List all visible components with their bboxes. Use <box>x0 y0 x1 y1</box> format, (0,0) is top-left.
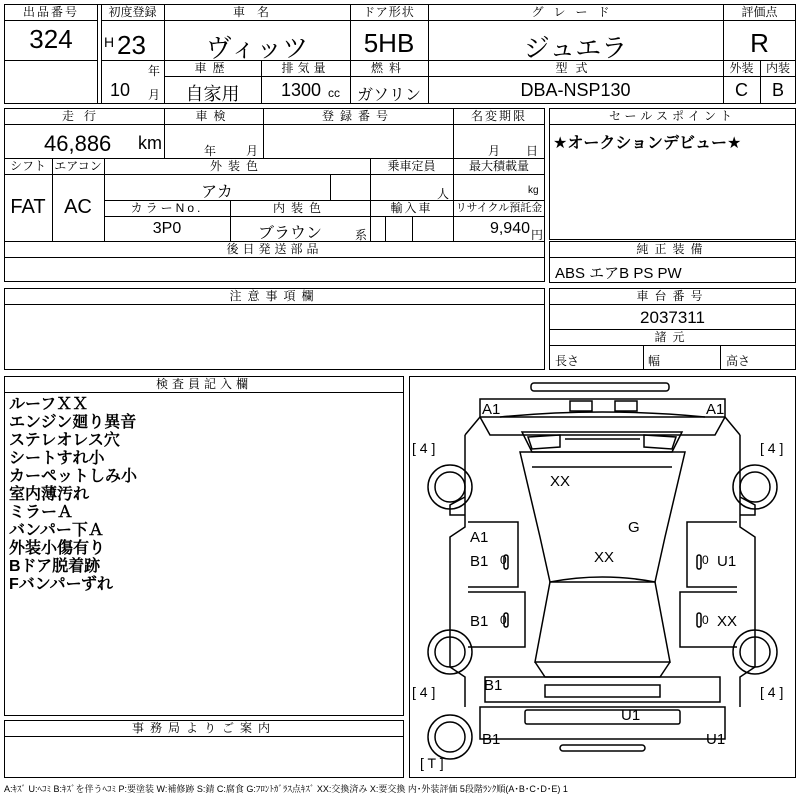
inspector-note: エンジン廻り異音 <box>9 414 137 431</box>
car-diagram <box>409 376 796 778</box>
shift: FAT <box>10 196 46 218</box>
inspection-year-unit: 年 <box>204 144 217 158</box>
shift-label: シフト <box>9 159 46 173</box>
dims-label: 諸元 <box>654 330 691 344</box>
ac-label: エアコン <box>54 159 102 173</box>
sales-point-block <box>549 108 796 240</box>
fuel: ガソリン <box>356 87 421 104</box>
int-color-unit: 系 <box>355 228 368 242</box>
import-label: 輸入車 <box>390 201 433 215</box>
name-change-day-unit: 日 <box>526 144 539 158</box>
mileage-unit: km <box>138 133 162 153</box>
exterior-grade: C <box>735 80 748 100</box>
capacity-unit: 人 <box>437 187 450 201</box>
label-rear-bumper-right: U1 <box>706 731 726 748</box>
label-left-rear-door: B1 <box>470 613 489 630</box>
lot-number: 324 <box>29 24 73 54</box>
grade-label: グレード <box>531 5 620 19</box>
inspection-label: 車検 <box>195 109 232 123</box>
load-unit: kg <box>528 185 539 196</box>
inspector-note: カーペットしみ小 <box>9 468 138 485</box>
lot-label: 出品番号 <box>22 5 79 19</box>
ac: AC <box>64 196 92 218</box>
caution-label: 注意事項欄 <box>229 289 320 303</box>
label-tire-left-front: [ 4 ] <box>412 440 436 456</box>
label-right-rear-door: XX <box>717 613 738 630</box>
label-tire-left-rear: [ 4 ] <box>412 684 436 700</box>
grade: ジュエラ <box>523 33 628 63</box>
recycle-unit: 円 <box>531 228 544 242</box>
label-left-front-door: A1 <box>470 529 489 546</box>
height-label: 高さ <box>726 354 751 368</box>
recycle: 9,940 <box>489 220 530 237</box>
color-label: 外装色 <box>209 159 264 173</box>
equipment: ABS エアB PS PW <box>555 265 682 282</box>
first-reg-year-unit: 年 <box>148 64 161 78</box>
exterior-label: 外装 <box>729 61 754 75</box>
equipment-label: 純正装備 <box>636 242 709 256</box>
displacement-label: 排気量 <box>281 61 330 75</box>
displacement: 1300 <box>280 80 322 100</box>
label-front-right: A1 <box>706 401 725 418</box>
capacity-label: 乗車定員 <box>387 159 436 173</box>
interior-grade: B <box>771 80 784 100</box>
chassis-label: 車台番号 <box>636 289 709 303</box>
name-change-label: 名変期限 <box>470 109 527 123</box>
label-rear-center: U1 <box>621 707 641 724</box>
int-color-label: 内装色 <box>272 201 327 215</box>
label-trunk: [ T ] <box>420 755 444 771</box>
inspector-note: シートすれ小 <box>9 450 105 467</box>
office-label: 事務局よりご案内 <box>131 721 276 735</box>
color-no: 3P0 <box>152 220 182 237</box>
inspector-note: ミラーＡ <box>9 504 74 521</box>
color: アカ <box>201 184 233 201</box>
legend: A:ｷｽﾞ U:ﾍｺﾐ B:ｷｽﾞを伴うﾍｺﾐ P:要塗装 W:補修跡 S:錆 C:腐食 G:ﾌﾛﾝﾄｶﾞﾗｽ点ｷｽﾞ XX:交換済み X:要交換 内･外装評価 5段階ﾗﾝｸ順(A･B･C･D･E) 1 <box>4 784 568 794</box>
label-zero: 0 <box>500 553 507 567</box>
chassis-number: 2037311 <box>640 308 705 327</box>
label-right-front-door: U1 <box>717 553 737 570</box>
label-glass: G <box>628 519 640 536</box>
displacement-unit: cc <box>328 86 340 100</box>
length-label: 長さ <box>555 354 580 368</box>
score: R <box>750 28 769 58</box>
label-zero: 0 <box>500 613 507 627</box>
label-front-left: A1 <box>482 401 501 418</box>
door-label: ドア形状 <box>363 5 415 19</box>
model-label: 型式 <box>555 61 596 75</box>
mileage: 46,886 <box>44 131 112 156</box>
label-roof: XX <box>550 473 571 490</box>
label-rear-bumper-left: B1 <box>482 731 501 748</box>
label-cabin: XX <box>594 549 615 566</box>
load-label: 最大積載量 <box>468 159 529 173</box>
recycle-label: リサイクル預託金 <box>455 202 543 214</box>
name-change-month-unit: 月 <box>488 144 501 158</box>
label-left-front-door-b: B1 <box>470 553 489 570</box>
first-reg-label: 初度登録 <box>108 5 157 19</box>
inspection-month-unit: 月 <box>246 144 259 158</box>
sales-point-text: ★オークションデビュー★ <box>553 135 742 152</box>
score-label: 評価点 <box>741 5 778 19</box>
int-color: ブラウン <box>257 225 322 242</box>
mileage-label: 走行 <box>61 109 106 123</box>
reg-no-label: 登録番号 <box>321 109 394 123</box>
door-type: 5HB <box>363 28 415 58</box>
first-reg-era: H <box>104 34 115 50</box>
label-rear-left: B1 <box>484 677 503 694</box>
color-no-label: カラーNo. <box>130 201 204 215</box>
interior-label: 内装 <box>765 61 790 75</box>
sales-point-label: セールスポイント <box>609 109 736 123</box>
history-label: 車歴 <box>194 61 231 75</box>
inspector-note: ルーフＸＸ <box>9 396 89 413</box>
label-tire-right-front: [ 4 ] <box>760 440 784 456</box>
inspector-notes <box>9 396 399 594</box>
first-reg-month: 10 <box>110 80 131 100</box>
inspector-note: 外装小傷有り <box>9 540 106 557</box>
label-tire-right-rear: [ 4 ] <box>760 684 784 700</box>
model: DBA-NSP130 <box>520 80 631 100</box>
inspector-note: バンパー下Ａ <box>9 522 104 539</box>
inspector-note: Fバンパーずれ <box>9 576 113 593</box>
label-zero: 0 <box>702 553 709 567</box>
car-name: ヴィッツ <box>205 33 309 63</box>
later-parts-label: 後日発送部品 <box>226 242 323 256</box>
first-reg-month-unit: 月 <box>148 88 161 102</box>
inspector-note: 室内薄汚れ <box>9 486 90 503</box>
first-reg-year: 23 <box>117 30 146 60</box>
inspector-label: 検査員記入欄 <box>155 377 252 391</box>
inspector-note: ステレオレス穴 <box>9 432 120 449</box>
car-name-label: 車名 <box>232 5 281 19</box>
car-outline <box>410 377 795 777</box>
history: 自家用 <box>185 84 240 104</box>
width-label: 幅 <box>648 354 661 368</box>
fuel-label: 燃料 <box>370 61 407 75</box>
label-zero: 0 <box>702 613 709 627</box>
inspector-note: Bドア脱着跡 <box>9 558 101 575</box>
